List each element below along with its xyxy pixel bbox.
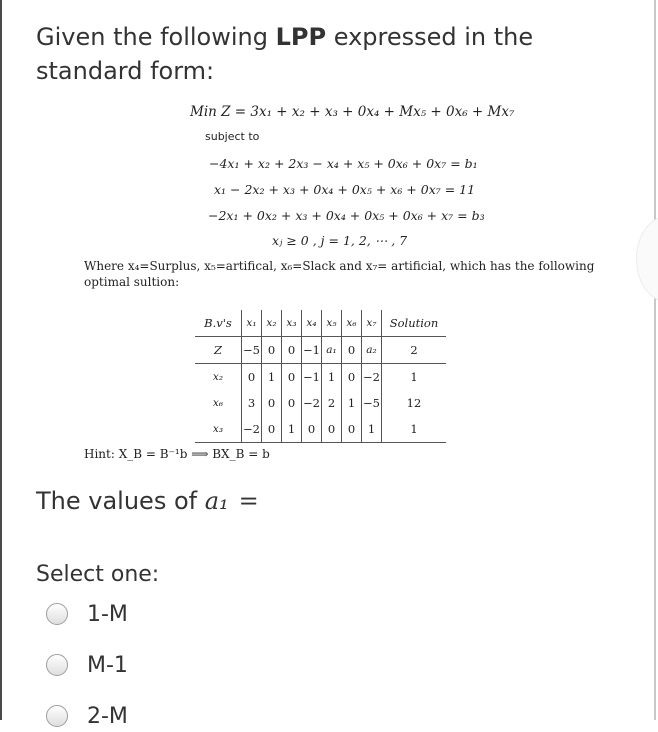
radio-button-icon[interactable]: [46, 705, 68, 727]
question-text: [36, 20, 646, 88]
option-1-m[interactable]: [46, 598, 128, 630]
table-cell: −2: [242, 416, 262, 443]
table-cell: 2: [382, 337, 447, 364]
option-label[interactable]: M-1: [87, 652, 128, 678]
table-cell: 12: [382, 390, 447, 416]
table-cell: 0: [262, 416, 282, 443]
table-cell: x₃: [195, 416, 242, 443]
variable-description: Where x₄=Surplus, x₅=artifical, x₆=Slack and x₇= artificial, which has the following optimal sultion:: [84, 259, 595, 289]
table-cell: 1: [322, 364, 342, 391]
right-border: [654, 0, 656, 720]
table-cell: 0: [262, 390, 282, 416]
table-cell-a1: a₁: [322, 337, 342, 364]
option-2-m[interactable]: [46, 700, 128, 732]
side-decoration: [636, 216, 658, 302]
table-cell: 0: [282, 390, 302, 416]
table-cell: 1: [342, 390, 362, 416]
option-label[interactable]: 1-M: [87, 601, 128, 627]
table-cell: −5: [362, 390, 382, 416]
table-cell: 0: [342, 364, 362, 391]
table-row: [195, 416, 446, 443]
subject-to-label: subject to: [205, 130, 260, 143]
radio-button-icon[interactable]: [46, 603, 68, 625]
constraint-2: x₁ − 2x₂ + x₃ + 0x₄ + 0x₅ + x₆ + 0x₇ = 11: [214, 182, 476, 197]
table-cell: 0: [282, 337, 302, 364]
objective-function: Min Z = 3x₁ + x₂ + x₃ + 0x₄ + Mx₅ + 0x₆ + Mx₇: [190, 104, 515, 120]
header-x6: x₆: [342, 310, 362, 337]
values-prompt: [36, 487, 259, 515]
table-cell: x₆: [212, 397, 224, 409]
option-label[interactable]: 2-M: [87, 703, 128, 729]
constraint-3: −2x₁ + 0x₂ + x₃ + 0x₄ + 0x₅ + 0x₆ + x₇ = b₃: [208, 208, 485, 223]
left-border: [0, 0, 2, 720]
nonnegativity-constraint: xⱼ ≥ 0 , j = 1, 2, ⋯ , 7: [272, 233, 408, 248]
option-m-1[interactable]: [46, 649, 128, 681]
table-cell: −1: [302, 364, 322, 391]
table-header-row: [195, 310, 446, 337]
table-cell: 1: [282, 416, 302, 443]
constraint-1: −4x₁ + x₂ + 2x₃ − x₄ + x₅ + 0x₆ + 0x₇ = b₁: [209, 156, 478, 171]
simplex-table: [195, 310, 446, 443]
select-one-label: Select one:: [36, 562, 160, 587]
table-cell: −1: [302, 337, 322, 364]
table-row: [195, 390, 446, 416]
table-cell: 1: [382, 416, 447, 443]
table-cell: 3: [242, 390, 262, 416]
question-prefix: Given the following: [36, 23, 276, 51]
question-suffix: expressed in the standard form:: [36, 23, 534, 85]
header-x2: x₂: [262, 310, 282, 337]
table-cell: 1: [262, 364, 282, 391]
header-x7: x₇: [362, 310, 382, 337]
header-x1: x₁: [242, 310, 262, 337]
table-cell: 1: [362, 416, 382, 443]
table-cell: 0: [302, 416, 322, 443]
header-x3: x₃: [282, 310, 302, 337]
values-prompt-variable: a₁: [204, 487, 229, 515]
hint-text: Hint: X_B = B⁻¹b ⟹ BX_B = b: [84, 447, 270, 461]
header-bv: B.v's: [195, 310, 242, 337]
values-prompt-equals: =: [238, 487, 259, 515]
radio-button-icon[interactable]: [46, 654, 68, 676]
table-cell: 0: [322, 416, 342, 443]
table-cell-a2: a₂: [362, 337, 382, 364]
table-cell: 0: [242, 364, 262, 391]
header-x5: x₅: [322, 310, 342, 337]
header-x4: x₄: [302, 310, 322, 337]
table-cell: −2: [302, 390, 322, 416]
table-cell: 0: [342, 416, 362, 443]
table-cell: Z: [195, 337, 242, 364]
table-cell: 0: [262, 337, 282, 364]
values-prompt-text: The values of: [36, 487, 205, 515]
table-cell: 0: [342, 337, 362, 364]
table-cell: 1: [382, 364, 447, 391]
table-cell: x₂: [212, 371, 224, 383]
table-cell: −2: [362, 364, 382, 391]
question-bold-lpp: LPP: [275, 23, 327, 51]
table-row: [195, 337, 446, 364]
table-cell: 0: [282, 364, 302, 391]
table-cell: 2: [322, 390, 342, 416]
table-row: [195, 364, 446, 391]
header-solution: Solution: [382, 310, 447, 337]
table-cell: −5: [242, 337, 262, 364]
